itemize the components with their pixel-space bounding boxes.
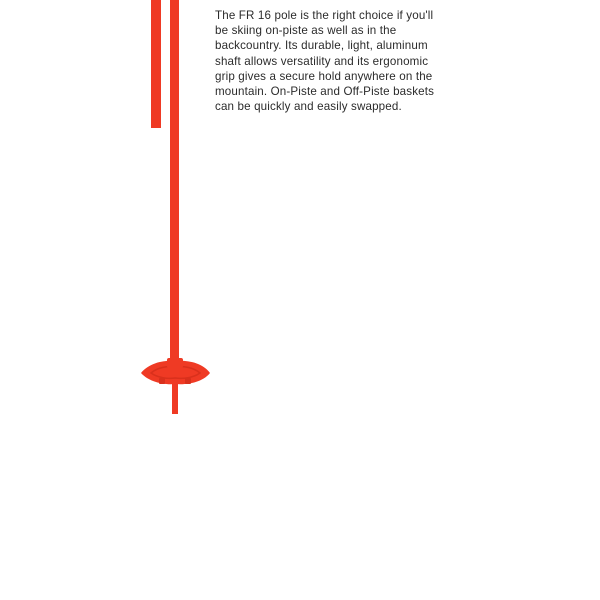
second-pole-shaft <box>151 0 161 128</box>
pole-basket <box>141 358 210 384</box>
product-description: The FR 16 pole is the right choice if you'll be skiing on-piste as well as in the backcountry. Its durable, light, aluminum shaft allows versatility and its ergonomic grip gives a secure hold anywhere on the mountain. On-Piste and Off-Piste baskets can be quickly and easily swapped. <box>215 9 435 114</box>
pole-tip <box>172 384 178 414</box>
pole-shaft <box>170 0 179 362</box>
